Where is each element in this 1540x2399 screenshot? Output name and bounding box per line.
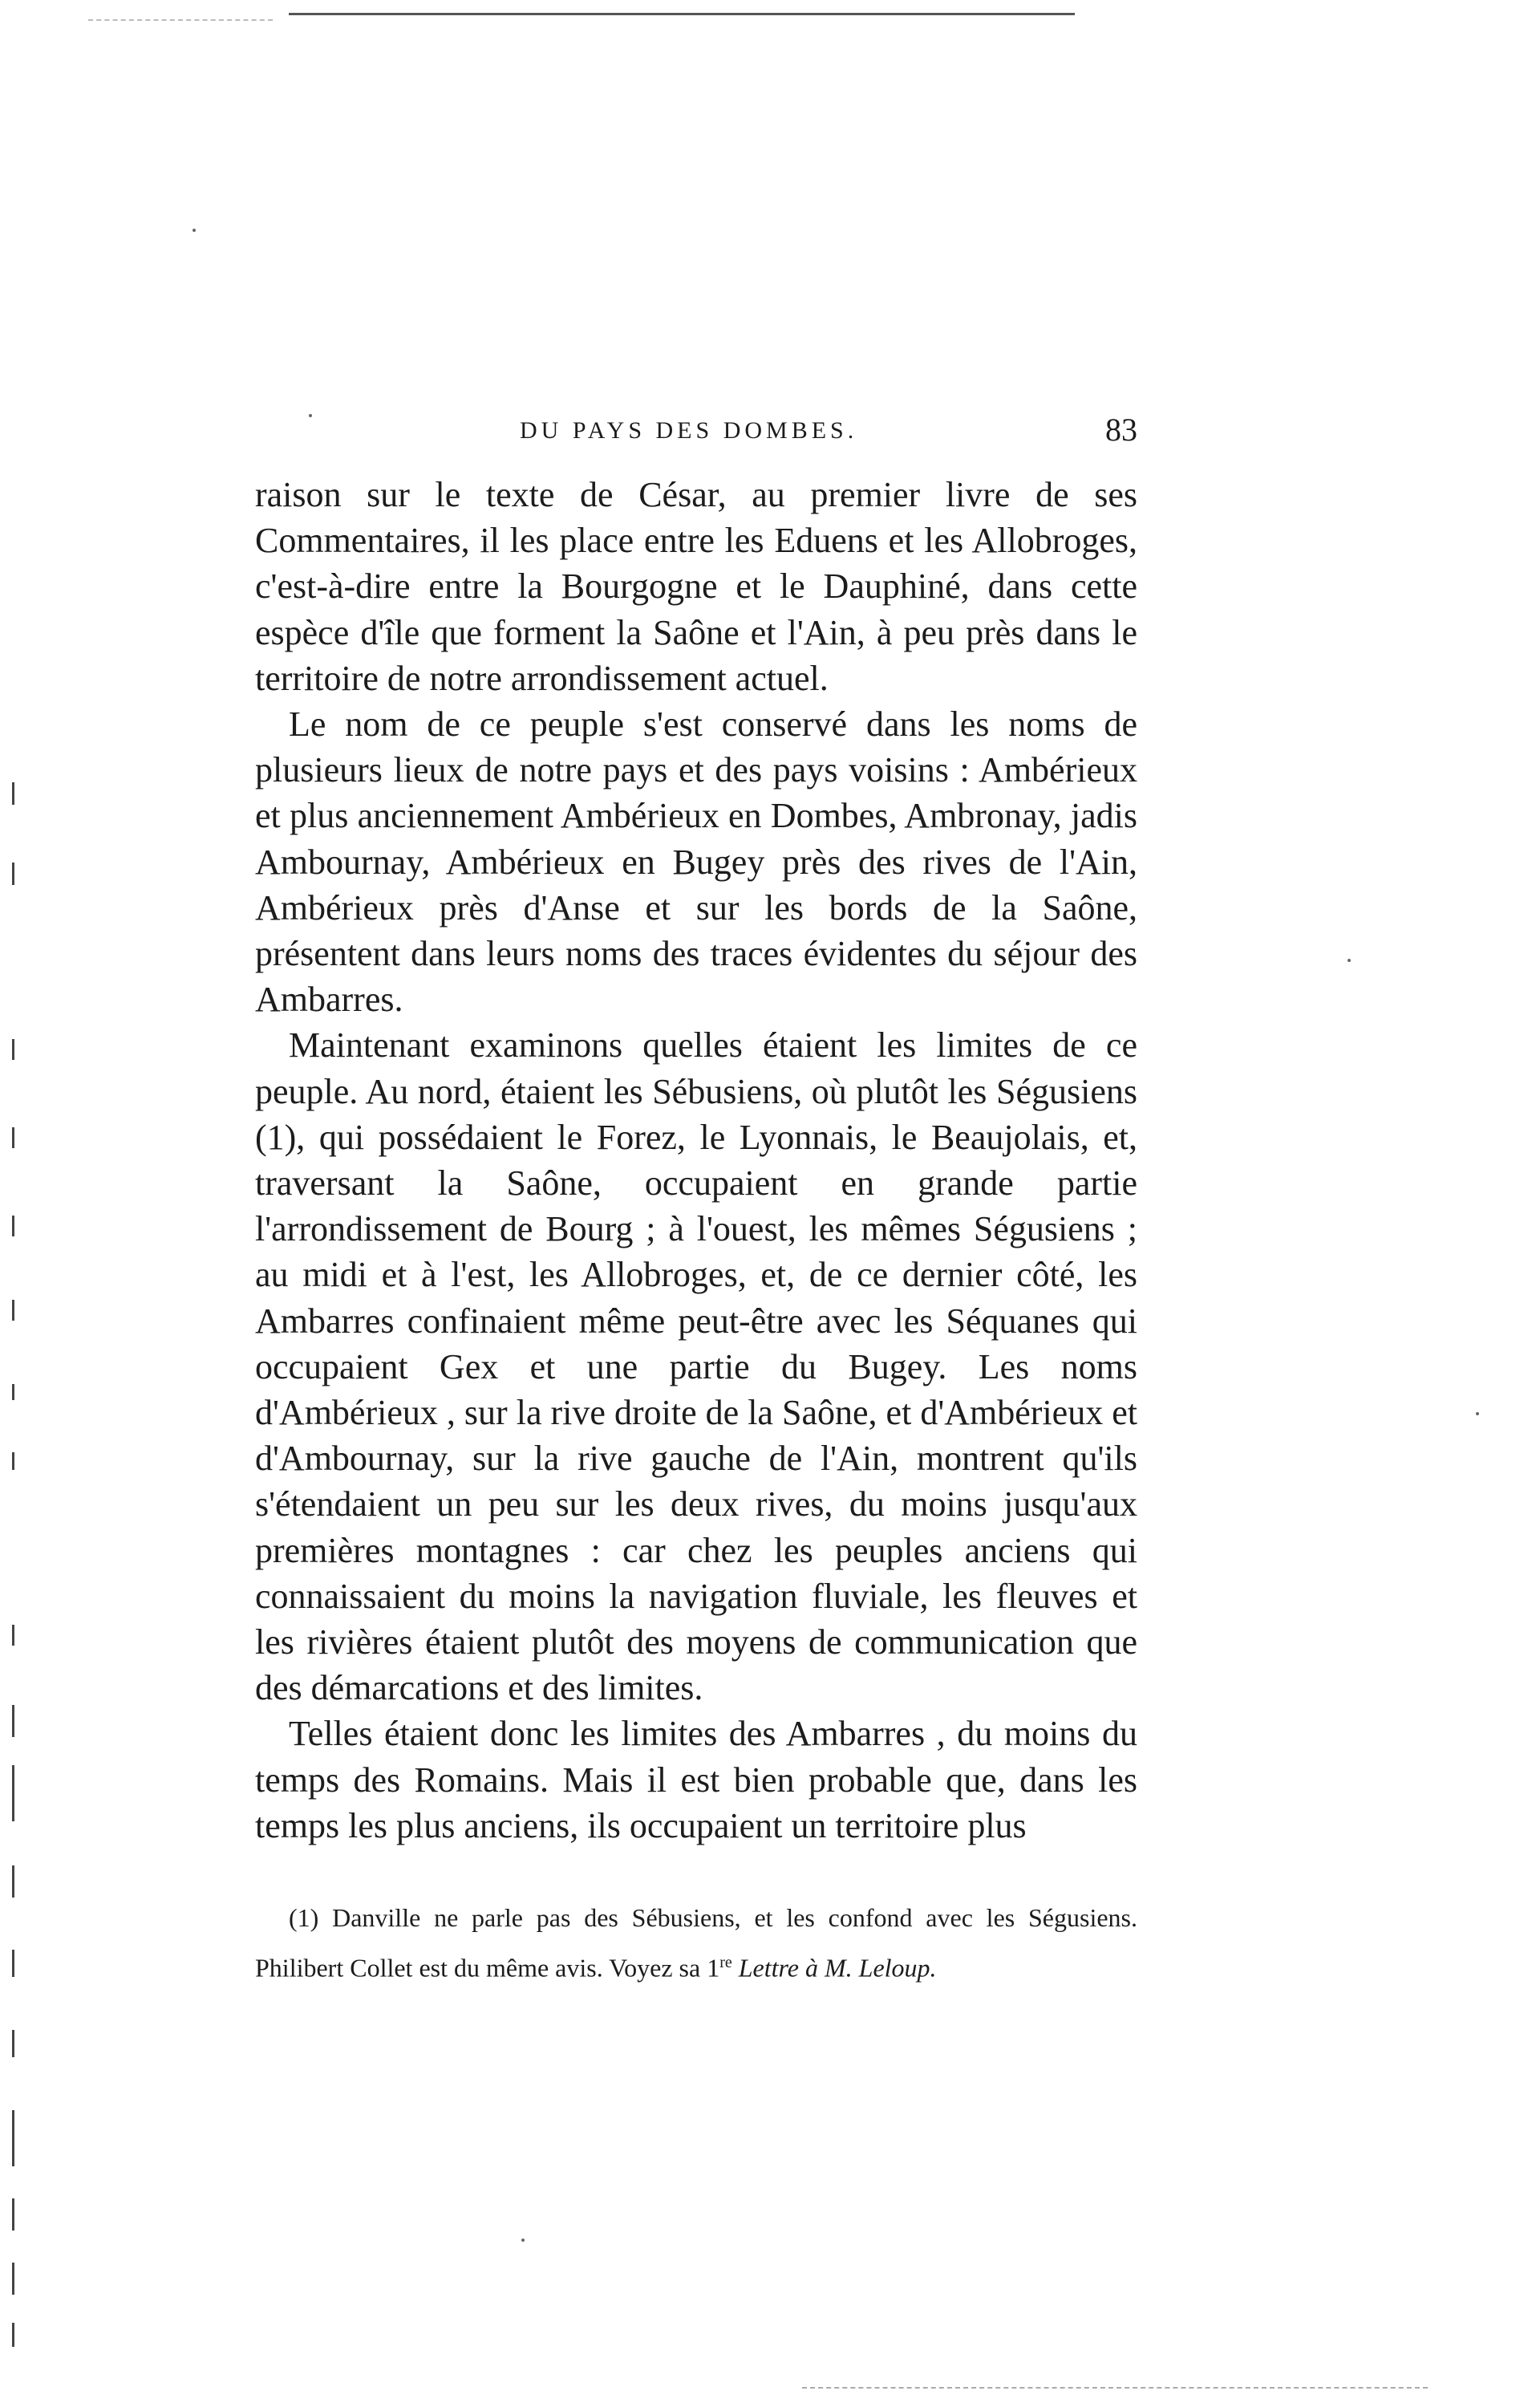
margin-scan-mark: [12, 782, 14, 805]
paragraph-ambarres-place-names: Le nom de ce peuple s'est conservé dans les noms de plusieurs lieux de notre pays et des pays voisins : Ambérieux et plus anciennement Ambérieux en Dombes, Ambronay, jadis Ambournay, Ambérieux en Bugey près des rives de l'Ain, Ambérieux près d'Anse et sur les bords de la Saône, présentent dans leurs noms des traces évidentes du séjour des Ambarres.: [255, 704, 1137, 1020]
scan-speck: [1476, 1412, 1479, 1415]
scan-speck: [1348, 959, 1351, 962]
margin-scan-mark: [12, 2263, 14, 2295]
running-title: DU PAYS DES DOMBES.: [520, 417, 858, 444]
body-text: [255, 472, 1137, 1849]
page-number: 83: [1105, 412, 1137, 448]
margin-scan-mark: [12, 2030, 14, 2057]
book-page: [255, 412, 1137, 1991]
paragraph-ambarres-limits: Maintenant examinons quelles étaient les limites de ce peuple. Au nord, étaient les Sébusiens, où plutôt les Ségusiens (1), qui possédaient le Forez, le Lyonnais, le Beaujolais, et, traversant la Saône, occupaient en grande partie l'arrondissement de Bourg ; à l'ouest, les mêmes Ségusiens ; au midi et à l'est, les Allobroges, et, de ce dernier côté, les Ambarres confinaient même peut-être avec les Séquanes qui occupaient Gex et une partie du Bugey. Les noms d'Ambérieux , sur la rive droite de la Saône, et d'Ambérieux et d'Ambournay, sur la rive gauche de l'Ain, montrent qu'ils s'étendaient un peu sur les deux rives, du moins jusqu'aux premières montagnes : car chez les peuples anciens qui connaissaient du moins la navigation fluviale, les fleuves et les rivières étaient plutôt des moyens de communication que des démarcations et des limites.: [255, 1025, 1137, 1708]
running-head: [255, 412, 1137, 472]
margin-scan-mark: [12, 2110, 14, 2166]
scan-edge-rule-top-faint: [88, 19, 273, 21]
margin-scan-mark: [12, 1216, 14, 1236]
margin-scan-mark: [12, 1452, 14, 1470]
margin-scan-mark: [12, 1300, 14, 1321]
margin-scan-mark: [12, 1865, 14, 1898]
footnote-ordinal-number: 1: [707, 1953, 720, 1983]
margin-scan-mark: [12, 1765, 14, 1821]
margin-scan-mark: [12, 863, 14, 885]
margin-scan-mark: [12, 2198, 14, 2231]
scan-edge-rule-top: [289, 13, 1075, 15]
margin-scan-mark: [12, 1705, 14, 1737]
margin-scan-mark: [12, 1039, 14, 1060]
margin-scan-mark: [12, 1625, 14, 1646]
footnote-text: [255, 1895, 1137, 1991]
margin-scan-mark: [12, 1950, 14, 1977]
scan-speck: [192, 229, 196, 232]
margin-scan-mark: [12, 1384, 14, 1400]
footnote-body: (1) Danville ne parle pas des Sébusiens, et les confond avec les Ségusiens. Philibert Collet est du même avis. Voyez sa: [255, 1903, 1137, 1983]
margin-scan-mark: [12, 1127, 14, 1148]
margin-scan-mark: [12, 2323, 14, 2347]
scan-edge-rule-bottom: [802, 2387, 1428, 2389]
paragraph-roman-era-territory: Telles étaient donc les limites des Ambarres , du moins du temps des Romains. Mais il est bien probable que, dans les temps les plus anciens, ils occupaient un territoire plus: [255, 1714, 1137, 1845]
footnote-work-title: Lettre à M. Leloup.: [738, 1953, 937, 1983]
paragraph-continuation: raison sur le texte de César, au premier livre de ses Commentaires, il les place entre les Eduens et les Allobroges, c'est-à-dire entre la Bourgogne et le Dauphiné, dans cette espèce d'île que forment la Saône et l'Ain, à peu près dans le territoire de notre arrondissement actuel.: [255, 475, 1137, 698]
footnote: [255, 1895, 1137, 1991]
footnote-ordinal-suffix: re: [719, 1954, 732, 1972]
scan-speck: [521, 2239, 525, 2242]
